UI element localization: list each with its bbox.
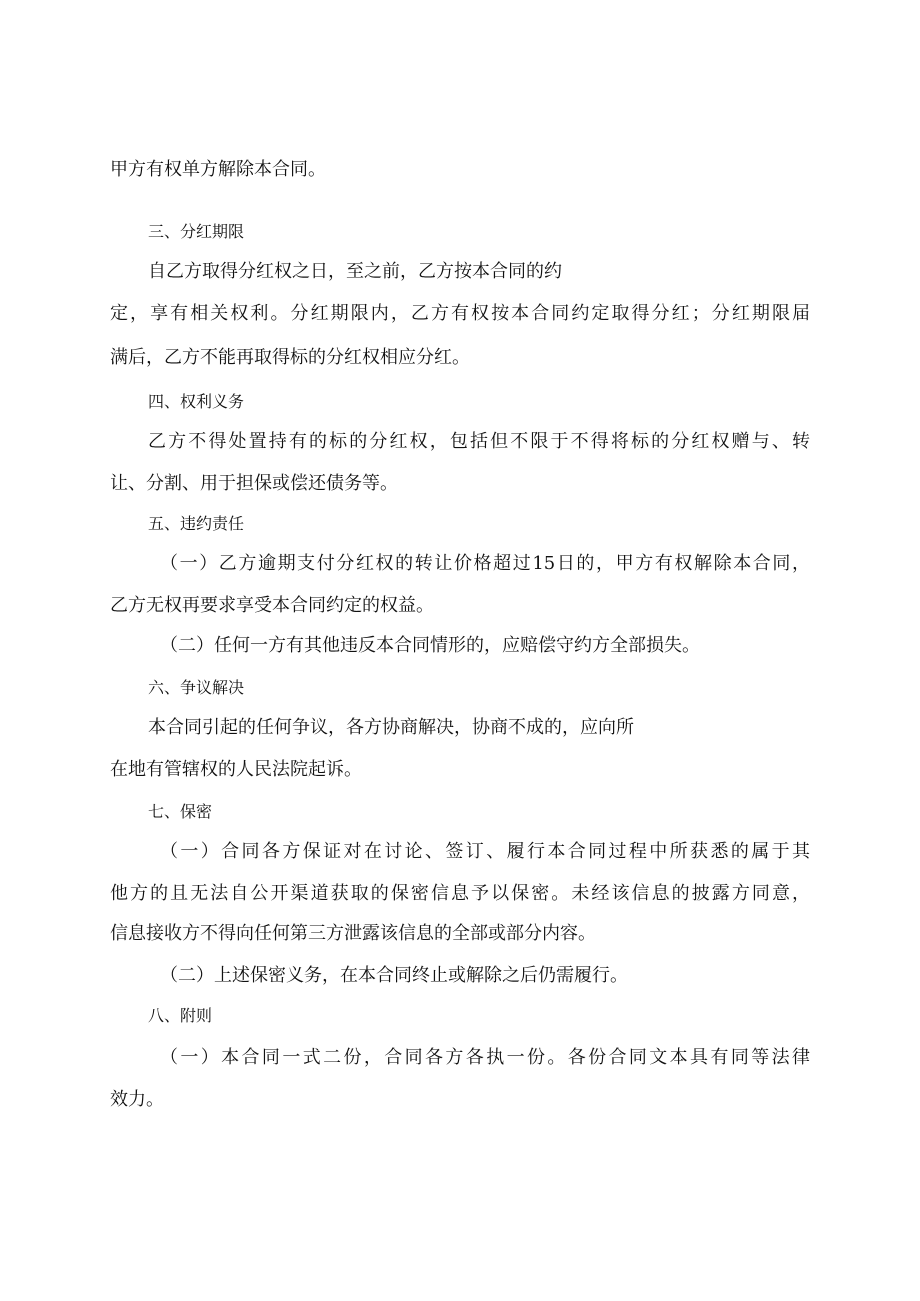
paragraph-line: （二）上述保密义务，在本合同终止或解除之后仍需履行。: [160, 965, 628, 986]
paragraph-line: 甲方有权单方解除本合同。: [110, 159, 326, 180]
paragraph-line: 自乙方取得分红权之日，至之前，乙方按本合同的约: [148, 261, 562, 282]
paragraph-line: 乙方无权再要求享受本合同约定的权益。: [110, 595, 434, 616]
paragraph-line: （二）任何一方有其他违反本合同情形的，应赔偿守约方全部损失。: [160, 635, 700, 656]
paragraph-line: 乙方不得处置持有的标的分红权，包括但不限于不得将标的分红权赠与、转: [148, 431, 810, 452]
section-heading-dispute-resolution: 六、争议解决: [148, 678, 245, 697]
paragraph-line: （一）合同各方保证对在讨论、签订、履行本合同过程中所获悉的属于其: [160, 841, 810, 862]
section-heading-supplementary: 八、附则: [148, 1006, 213, 1025]
section-heading-rights-obligations: 四、权利义务: [148, 392, 245, 411]
paragraph-line: 信息接收方不得向任何第三方泄露该信息的全部或部分内容。: [110, 923, 596, 944]
paragraph-line: 本合同引起的任何争议，各方协商解决，协商不成的，应向所: [148, 717, 634, 738]
paragraph-line: 让、分割、用于担保或偿还债务等。: [110, 473, 398, 494]
paragraph-line: （一）乙方逾期支付分红权的转让价格超过15日的，甲方有权解除本合同，: [160, 553, 810, 574]
paragraph-line: 满后，乙方不能再取得标的分红权相应分红。: [110, 347, 470, 368]
paragraph-line: 定，享有相关权利。分红期限内，乙方有权按本合同约定取得分红；分红期限届: [110, 303, 810, 324]
section-heading-dividend-period: 三、分红期限: [148, 222, 245, 241]
paragraph-line: 在地有管辖权的人民法院起诉。: [110, 759, 362, 780]
section-heading-confidentiality: 七、保密: [148, 802, 213, 821]
paragraph-line: 他方的且无法自公开渠道获取的保密信息予以保密。未经该信息的披露方同意，: [110, 883, 810, 904]
paragraph-line: 效力。: [110, 1089, 164, 1110]
paragraph-line: （一）本合同一式二份，合同各方各执一份。各份合同文本具有同等法律: [160, 1047, 810, 1068]
section-heading-breach-liability: 五、违约责任: [148, 514, 245, 533]
